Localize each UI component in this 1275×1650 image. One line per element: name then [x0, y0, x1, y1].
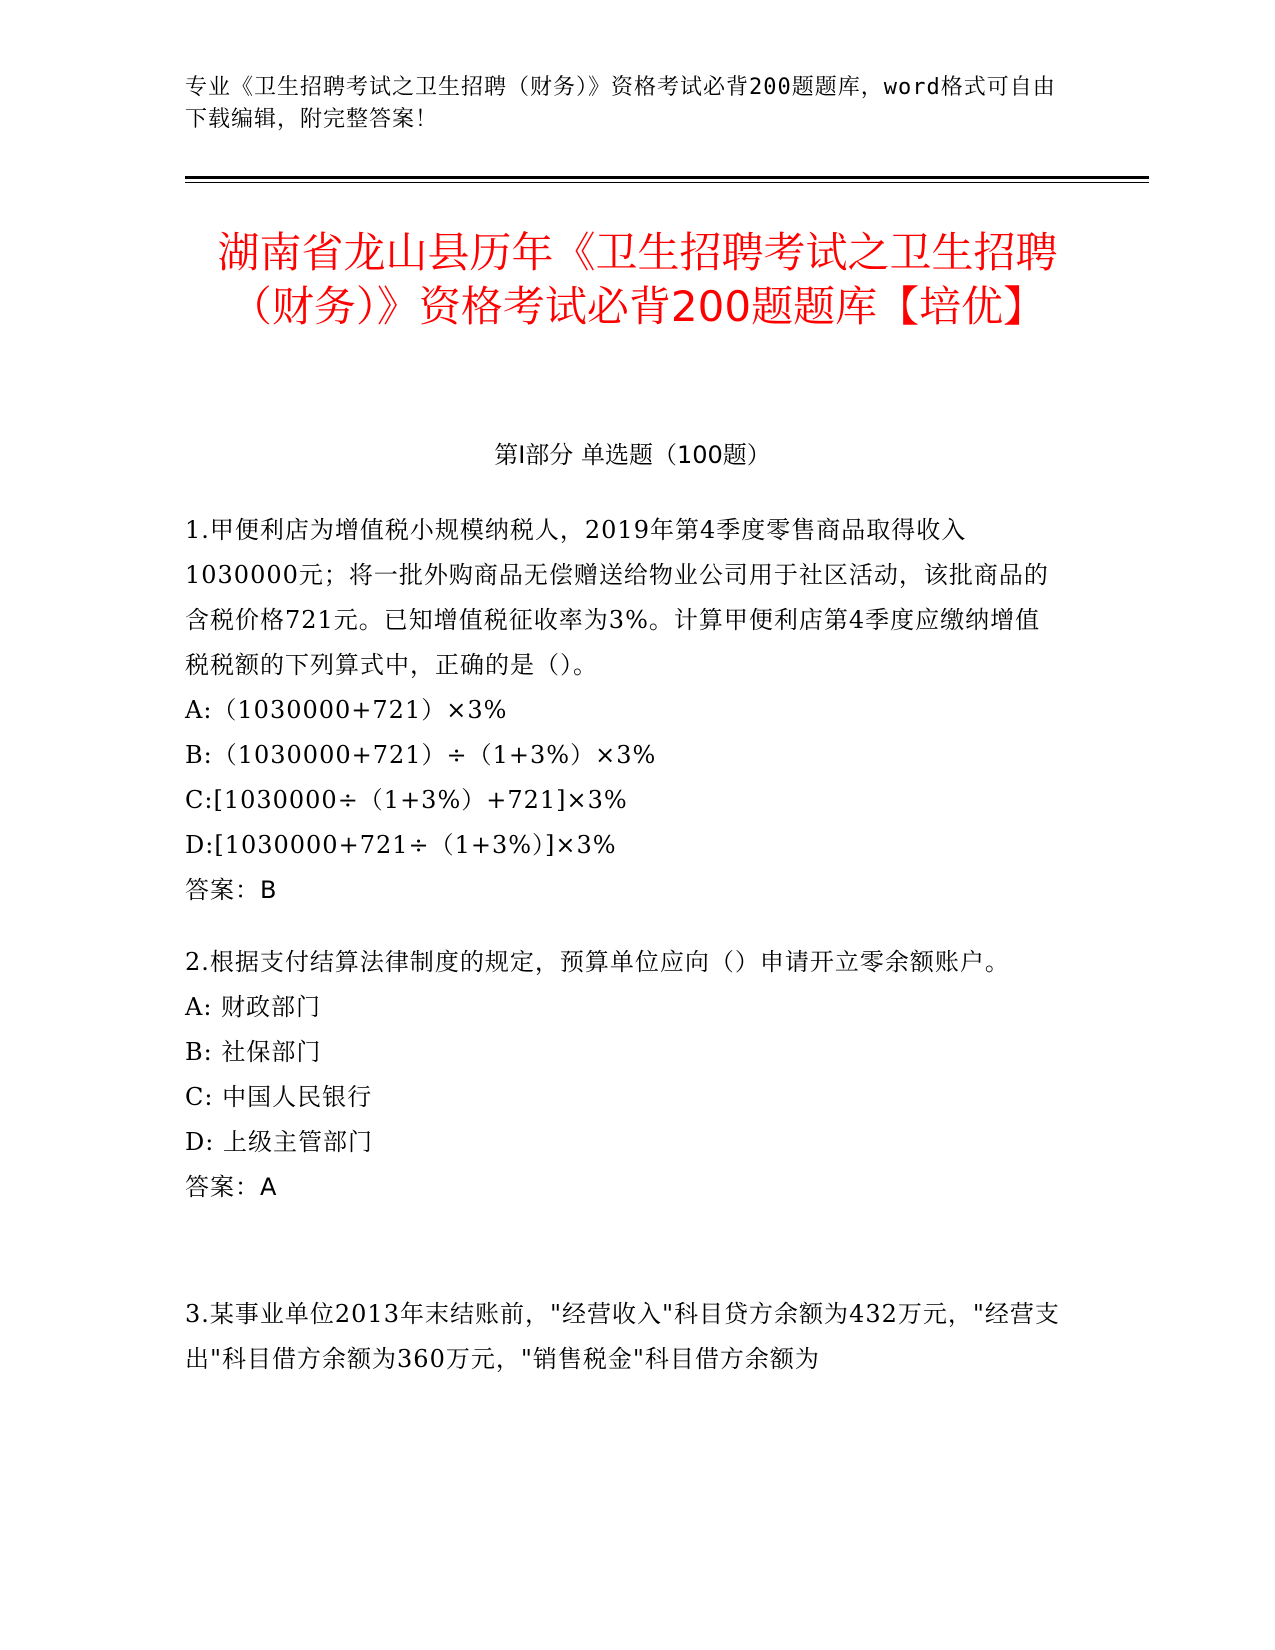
option-c: C: 中国人民银行	[185, 1083, 373, 1111]
header-note: 专业《卫生招聘考试之卫生招聘（财务）》资格考试必背200题题库，word格式可自由下载编辑，附完整答案！	[185, 75, 1056, 132]
option-d: D:[1030000+721÷（1+3%）]×3%	[185, 831, 617, 859]
option-a: A: 财政部门	[185, 993, 322, 1021]
question-1	[185, 508, 1065, 913]
header-divider-thin	[185, 182, 1149, 183]
question-3	[185, 1292, 1065, 1382]
question-text: 3.某事业单位2013年末结账前，"经营收入"科目贷方余额为432万元，"经营支出"科目借方余额为360万元，"销售税金"科目借方余额为	[185, 1300, 1060, 1373]
option-a: A:（1030000+721）×3%	[185, 696, 508, 724]
option-b: B:（1030000+721）÷（1+3%）×3%	[185, 741, 657, 769]
option-d: D: 上级主管部门	[185, 1128, 373, 1156]
option-b: B: 社保部门	[185, 1038, 322, 1066]
header-divider-thick	[185, 176, 1149, 179]
section-title: 第Ⅰ部分 单选题（100题）	[494, 441, 771, 469]
answer: 答案：B	[185, 876, 278, 904]
question-2	[185, 940, 1065, 1210]
question-text: 1.甲便利店为增值税小规模纳税人，2019年第4季度零售商品取得收入1030000元；将一批外购商品无偿赠送给物业公司用于社区活动，该批商品的含税价格721元。已知增值税征收率为3%。计算甲便利店第4季度应缴纳增值税税额的下列算式中，正确的是（）。	[185, 516, 1049, 679]
option-c: C:[1030000÷（1+3%）+721]×3%	[185, 786, 628, 814]
document-title: 湖南省龙山县历年《卫生招聘考试之卫生招聘（财务）》资格考试必背200题题库【培优】	[217, 228, 1058, 331]
question-text: 2.根据支付结算法律制度的规定，预算单位应向（）申请开立零余额账户。	[185, 948, 1010, 976]
answer: 答案：A	[185, 1173, 278, 1201]
